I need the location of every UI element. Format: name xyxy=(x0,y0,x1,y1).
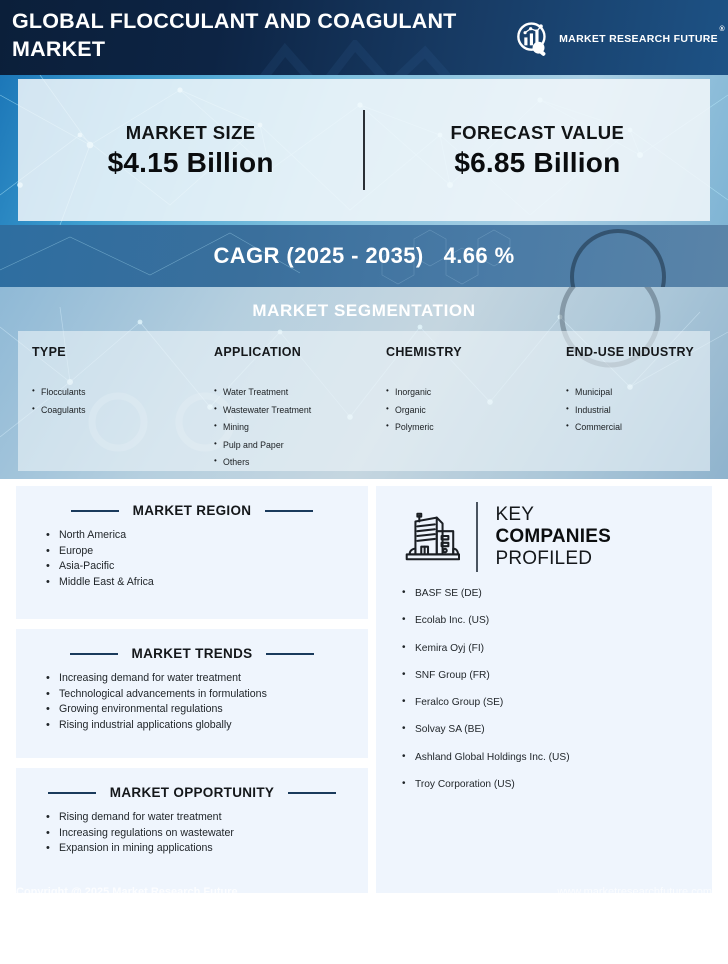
brand-name-text: MARKET RESEARCH FUTURE xyxy=(559,33,718,45)
market-trends-title: MARKET TRENDS xyxy=(131,646,253,661)
market-region-title-row xyxy=(16,503,368,518)
market-size-panel xyxy=(18,79,710,221)
segment-item: • Pulp and Paper xyxy=(214,440,368,451)
key-companies-list xyxy=(402,588,712,790)
body-area xyxy=(0,479,728,911)
companies-word-profiled: PROFILED xyxy=(495,548,593,570)
companies-word-key: KEY xyxy=(495,503,535,525)
list-item: • Kemira Oyj (FI) xyxy=(402,643,712,654)
market-region-list xyxy=(46,528,368,591)
magnifier-chart-logo-icon xyxy=(514,20,552,58)
segment-item: • Water Treatment xyxy=(214,387,368,398)
segment-list xyxy=(386,387,548,433)
segmentation-title: MARKET SEGMENTATION xyxy=(252,301,476,320)
segment-item: • Mining xyxy=(214,422,368,433)
list-item: • Increasing regulations on wastewater xyxy=(46,826,368,842)
footer-copyright: Copyright @ 2026 Market Research Future xyxy=(16,931,256,944)
page-header xyxy=(0,0,728,75)
list-item: • BASF SE (DE) xyxy=(402,588,712,599)
title-rule-right xyxy=(288,792,336,794)
ghost-copyright-text: Copyright @ 2025 Market Research Future xyxy=(16,886,238,898)
list-item: • Expansion in mining applications xyxy=(46,841,368,857)
segment-item: • Wastewater Treatment xyxy=(214,405,368,416)
market-opportunity-title: MARKET OPPORTUNITY xyxy=(109,785,275,800)
list-item: • Technological advancements in formulations xyxy=(46,687,368,703)
segment-list xyxy=(214,387,368,468)
segment-heading: APPLICATION xyxy=(214,345,302,359)
segment-item: • Commercial xyxy=(566,422,706,433)
list-item: • Asia-Pacific xyxy=(46,559,368,575)
segment-item: • Organic xyxy=(386,405,548,416)
office-building-icon xyxy=(398,506,460,568)
brand-name xyxy=(559,26,725,45)
market-trends-list xyxy=(46,671,368,734)
forecast-value-value: $6.85 Billion xyxy=(454,146,621,178)
market-opportunity-title-row xyxy=(16,785,368,800)
cagr-band xyxy=(0,225,728,287)
segment-item: • Flocculants xyxy=(32,387,196,398)
list-item: • Rising industrial applications globally xyxy=(46,718,368,734)
segment-item: • Inorganic xyxy=(386,387,548,398)
list-item: • Troy Corporation (US) xyxy=(402,779,712,790)
list-item: • Increasing demand for water treatment xyxy=(46,671,368,687)
cagr-label: CAGR (2025 - 2035) xyxy=(213,243,424,268)
companies-heading-text xyxy=(496,504,611,571)
list-item: • Solvay SA (BE) xyxy=(402,724,712,735)
segment-item: • Polymeric xyxy=(386,422,548,433)
ghost-website-text: www.marketresearchfuture.com xyxy=(557,886,712,898)
segment-item: • Coagulants xyxy=(32,405,196,416)
market-region-title: MARKET REGION xyxy=(132,503,252,518)
title-rule-left xyxy=(71,510,119,512)
segment-heading: TYPE xyxy=(32,345,66,359)
companies-word-companies: COMPANIES xyxy=(495,525,611,547)
list-item: • Ecolab Inc. (US) xyxy=(402,615,712,626)
forecast-value-label: FORECAST VALUE xyxy=(450,121,625,143)
market-opportunity-list xyxy=(46,810,368,857)
title-rule-left xyxy=(48,792,96,794)
market-opportunity-card xyxy=(16,768,368,893)
list-item: • Europe xyxy=(46,544,368,560)
list-item: • Growing environmental regulations xyxy=(46,702,368,718)
list-item: • Middle East & Africa xyxy=(46,575,368,591)
segment-list xyxy=(32,387,196,415)
segmentation-column-type xyxy=(18,331,200,471)
segmentation-column-end-use-industry xyxy=(552,331,710,471)
segmentation-panel xyxy=(18,331,710,471)
cagr-content xyxy=(213,243,514,269)
brand-logo xyxy=(514,20,725,58)
key-companies-header xyxy=(376,486,712,572)
segmentation-column-application xyxy=(200,331,372,471)
segment-heading: CHEMISTRY xyxy=(386,345,462,359)
segmentation-column-chemistry xyxy=(372,331,552,471)
title-rule-right xyxy=(266,653,314,655)
list-item: • Rising demand for water treatment xyxy=(46,810,368,826)
segment-item: • Others xyxy=(214,457,368,468)
title-rule-left xyxy=(70,653,118,655)
market-size-value: $4.15 Billion xyxy=(107,146,274,178)
segment-item: • Industrial xyxy=(566,405,706,416)
market-size-label: MARKET SIZE xyxy=(125,121,256,143)
list-item: • North America xyxy=(46,528,368,544)
segment-heading: END-USE INDUSTRY xyxy=(566,345,694,359)
market-segmentation-section xyxy=(0,287,728,479)
segment-list xyxy=(566,387,706,433)
cagr-value: 4.66 % xyxy=(443,243,515,268)
page-footer xyxy=(0,911,728,964)
key-companies-card xyxy=(376,486,712,893)
footer-website-link[interactable]: www.marketresearchfuture.com xyxy=(544,931,712,944)
registered-mark-icon: ® xyxy=(719,26,725,33)
market-region-card xyxy=(16,486,368,619)
forecast-value-cell xyxy=(365,122,710,179)
segment-item: • Municipal xyxy=(566,387,706,398)
list-item: • Ashland Global Holdings Inc. (US) xyxy=(402,752,712,763)
market-trends-title-row xyxy=(16,646,368,661)
market-trends-card xyxy=(16,629,368,758)
title-rule-right xyxy=(265,510,313,512)
page-title: GLOBAL FLOCCULANT AND COAGULANT MARKET xyxy=(12,9,457,61)
companies-header-divider xyxy=(476,502,478,572)
market-size-cell xyxy=(18,122,363,179)
list-item: • Feralco Group (SE) xyxy=(402,697,712,708)
list-item: • SNF Group (FR) xyxy=(402,670,712,681)
